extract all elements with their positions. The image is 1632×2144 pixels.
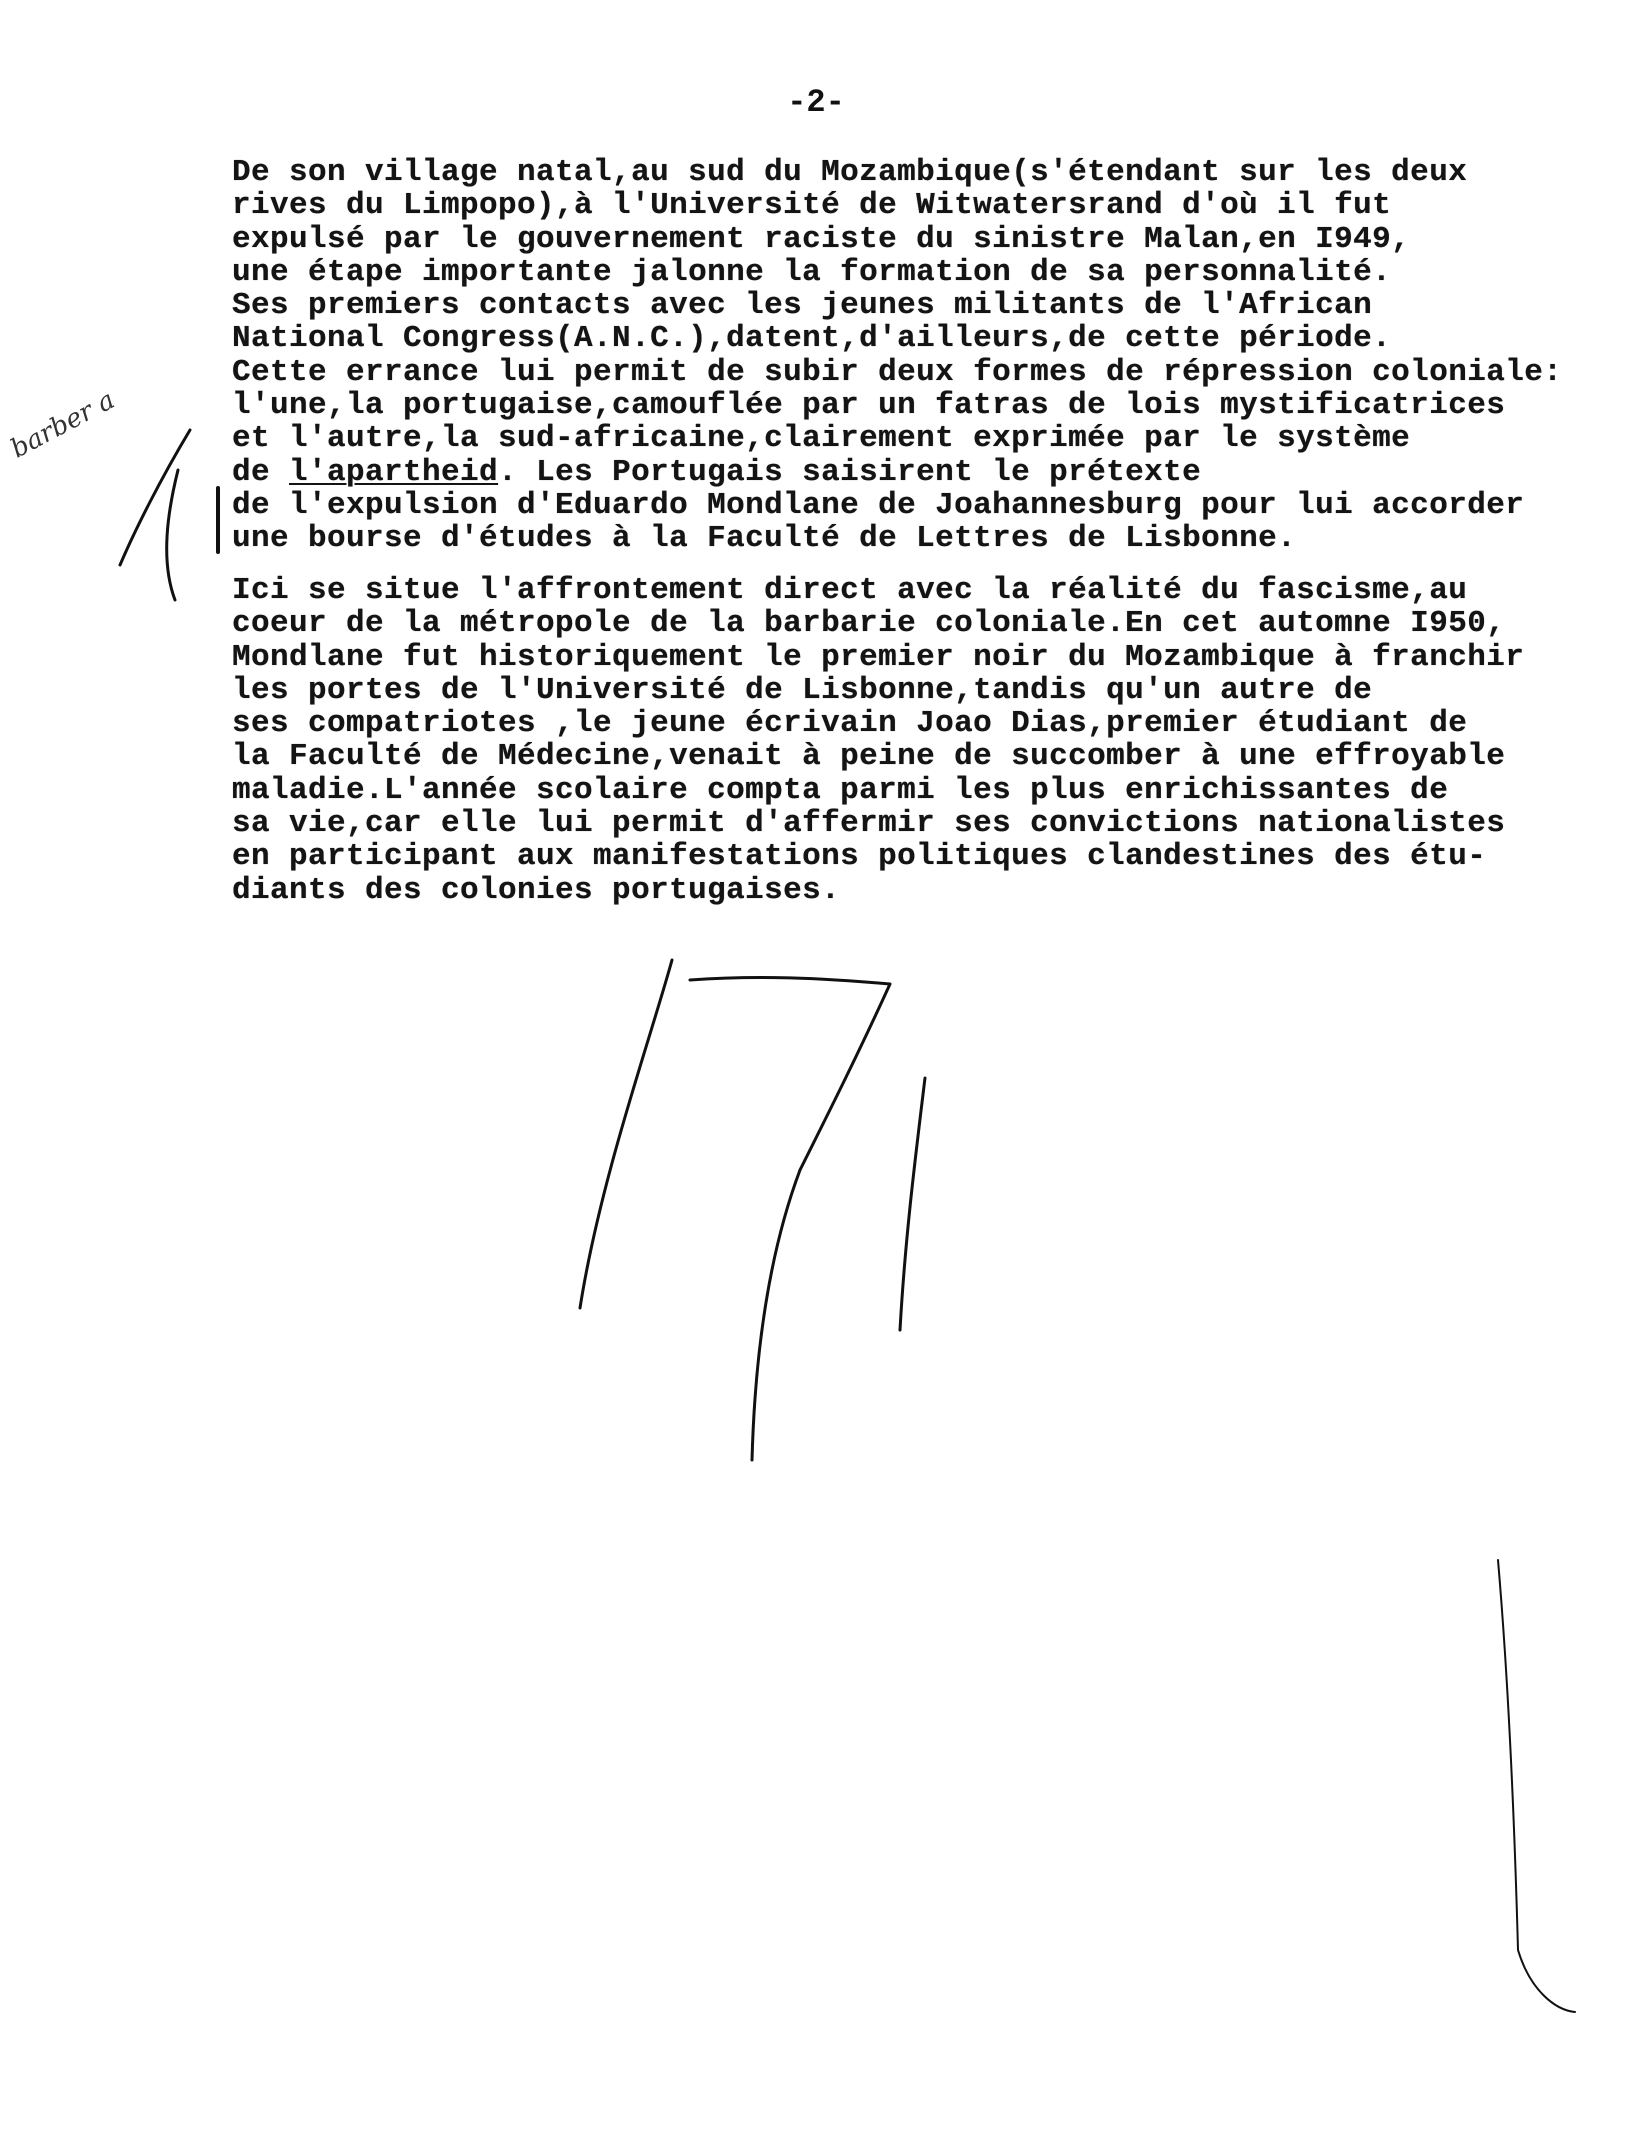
text-line: en participant aux manifestations politiques clandestines des étu-: [232, 839, 1487, 875]
text-line: Ses premiers contacts avec les jeunes militants de l'African: [232, 288, 1373, 324]
handwritten-one-mark: [580, 960, 672, 1308]
text-line: de l'expulsion d'Eduardo Mondlane de Joahannesburg pour lui accorder: [232, 487, 1525, 523]
page-number: -2-: [787, 84, 845, 121]
right-margin-bracket-mark: [1498, 1560, 1575, 2012]
text-line: expulsé par le gouvernement raciste du sinistre Malan,en I949,: [232, 221, 1411, 257]
text-fragment: . Les Portugais saisirent le prétexte: [498, 454, 1202, 490]
margin-handwritten-note: barber a: [6, 385, 120, 465]
text-line: coeur de la métropole de la barbarie coloniale.En cet automne I950,: [232, 606, 1506, 642]
text-line: la Faculté de Médecine,venait à peine de succomber à une effroyable: [232, 739, 1506, 775]
text-line: sa vie,car elle lui permit d'affermir ses convictions nationalistes: [232, 806, 1506, 842]
text-line: Ici se situe l'affrontement direct avec la réalité du fascisme,au: [232, 573, 1468, 608]
text-line: maladie.L'année scolaire compta parmi les plus enrichissantes de: [232, 772, 1449, 808]
apartheid-term: l'apartheid: [289, 454, 499, 490]
text-line: les portes de l'Université de Lisbonne,tandis qu'un autre de: [232, 672, 1373, 708]
handwritten-seven-mark: [690, 977, 890, 1170]
margin-x-mark: [120, 430, 190, 600]
text-line: ses compatriotes ,le jeune écrivain Joao Dias,premier étudiant de: [232, 706, 1468, 742]
text-line: National Congress(A.N.C.),datent,d'ailleurs,de cette période.: [232, 321, 1392, 357]
text-line: diants des colonies portugaises.: [232, 872, 841, 908]
text-fragment: de: [232, 454, 290, 490]
text-line: et l'autre,la sud-africaine,clairement exprimée par le système: [232, 421, 1411, 457]
text-line: De son village natal,au sud du Mozambique(s'étendant sur les deux: [232, 155, 1468, 190]
text-line: rives du Limpopo),à l'Université de Witwatersrand d'où il fut: [232, 188, 1392, 224]
handwritten-loop-mark: [752, 1170, 800, 1460]
text-line: une bourse d'études à la Faculté de Lettres de Lisbonne.: [232, 521, 1297, 557]
text-line: l'une,la portugaise,camouflée par un fatras de lois mystificatrices: [232, 388, 1506, 424]
text-line: Cette errance lui permit de subir deux formes de répression coloniale:: [232, 354, 1563, 390]
text-line: Mondlane fut historiquement le premier noir du Mozambique à franchir: [232, 639, 1525, 675]
handwritten-stroke-mark: [900, 1078, 925, 1330]
text-line: une étape importante jalonne la formation de sa personnalité.: [232, 254, 1392, 290]
